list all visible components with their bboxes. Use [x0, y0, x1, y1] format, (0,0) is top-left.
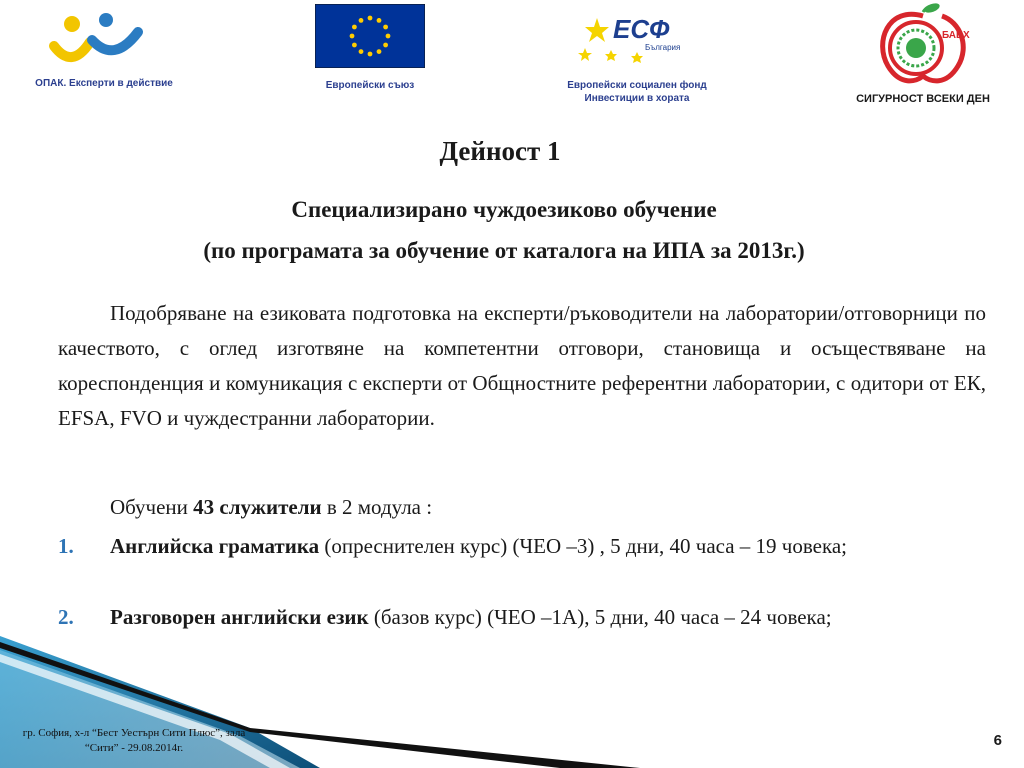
eu-flag-icon — [315, 4, 425, 68]
module-name: Английска граматика — [110, 534, 320, 558]
list-item — [58, 530, 988, 562]
babh-apple-icon — [868, 2, 978, 88]
trained-prefix: Обучени — [110, 495, 194, 519]
trained-summary — [110, 492, 432, 522]
babh-mark-text: БАБХ — [942, 30, 970, 41]
esf-caption-line1: Европейски социален фонд — [567, 80, 707, 91]
slide-title: Специализирано чуждоезиково обучение — [291, 197, 717, 222]
footer-caption: гр. София, х-л “Бест Уестърн Сити Плюс”, зала “Сити” - 29.08.2014г. — [22, 727, 246, 754]
esf-emblem-icon — [567, 8, 707, 66]
list-item-number: 2. — [58, 605, 74, 629]
opak-emblem-icon — [14, 6, 194, 72]
esf-logo — [552, 8, 722, 105]
slide-subtitle: (по програмата за обучение от каталога на ИПА за 2013г.) — [203, 238, 805, 263]
esf-caption-line2: Инвестиции в хората — [584, 93, 690, 104]
module-details: (опреснителен курс) (ЧЕО –3) , 5 дни, 40 часа – 19 човека; — [319, 534, 848, 558]
list-item-number: 1. — [58, 534, 74, 558]
babh-logo — [848, 2, 998, 106]
opak-caption: ОПАК. Експерти в действие — [35, 78, 173, 89]
module-details: (базов курс) (ЧЕО –1А), 5 дни, 40 часа – 24 човека; — [368, 605, 832, 629]
eu-caption: Европейски съюз — [325, 80, 415, 91]
opak-logo — [14, 6, 194, 90]
page-number: 6 — [993, 732, 1002, 749]
module-name: Разговорен английски език — [110, 605, 369, 629]
activity-heading: Дейност 1 — [439, 136, 561, 166]
description-paragraph: Подобряване на езиковата подготовка на експерти/ръководители на лаборатории/отговорници по качеството, с оглед изготвяне на компетентни отговори, становища и осъществяване на кореспонденция и комуникация с експерти от Общностните референтни лаборатории, с одитори от ЕК, EFSA, FVO и чуждестранни лаборатории. — [58, 301, 986, 430]
trained-suffix: в 2 модула : — [321, 495, 433, 519]
esf-country-text: България — [645, 43, 681, 52]
list-item — [58, 601, 988, 633]
eu-logo — [300, 4, 440, 92]
babh-caption: СИГУРНОСТ ВСЕКИ ДЕН — [856, 93, 990, 105]
trained-count: 43 служители — [193, 495, 322, 519]
esf-mark-text: ЕСФ — [613, 14, 670, 44]
